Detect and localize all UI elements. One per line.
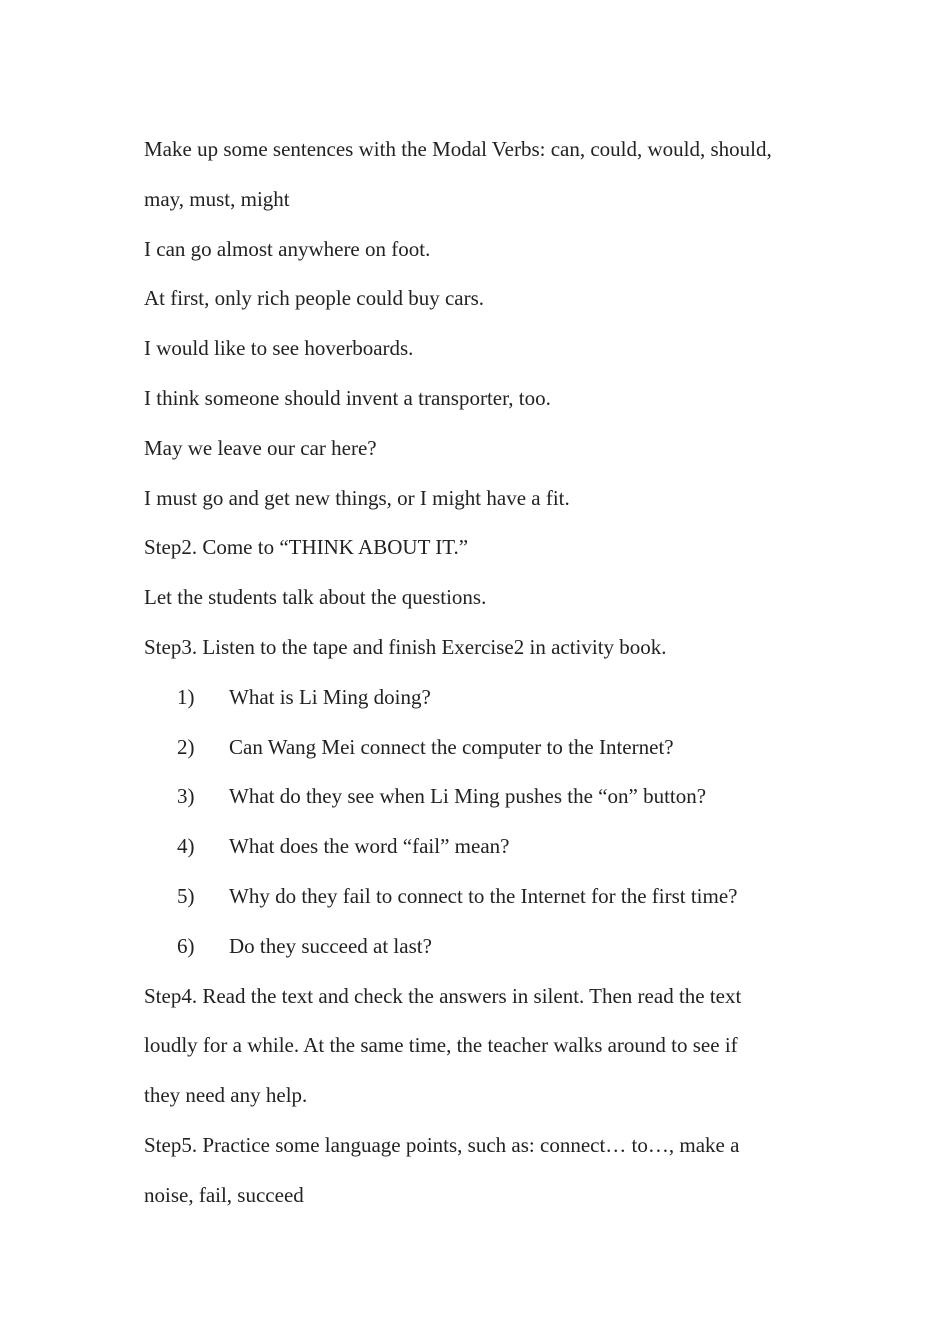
question-text: What is Li Ming doing?: [229, 684, 431, 709]
step4-heading: Step4. Read the text and check the answers in silent. Then read the text: [144, 983, 742, 1008]
question-number: 3): [177, 784, 195, 809]
text-line: I must go and get new things, or I might have a fit.: [144, 485, 570, 510]
text-line: Let the students talk about the questions.: [144, 585, 487, 610]
text-line: loudly for a while. At the same time, the teacher walks around to see if: [144, 1033, 738, 1058]
question-text: Do they succeed at last?: [229, 933, 432, 958]
text-line: May we leave our car here?: [144, 435, 377, 460]
question-item: [144, 872, 824, 922]
text-line: noise, fail, succeed: [144, 1182, 304, 1207]
text-line: they need any help.: [144, 1083, 308, 1108]
document-page: [144, 125, 824, 1221]
question-number: 4): [177, 834, 195, 859]
question-item: [144, 922, 824, 972]
question-text: What do they see when Li Ming pushes the “on” button?: [229, 784, 707, 809]
text-line: I can go almost anywhere on foot.: [144, 236, 431, 261]
step2-heading: Step2. Come to “THINK ABOUT IT.”: [144, 535, 469, 560]
question-text: Why do they fail to connect to the Internet for the first time?: [229, 883, 738, 908]
question-text: Can Wang Mei connect the computer to the Internet?: [229, 734, 674, 759]
step3-heading: Step3. Listen to the tape and finish Exercise2 in activity book.: [144, 634, 667, 659]
question-item: [144, 822, 824, 872]
question-item: [144, 673, 824, 723]
question-item: [144, 772, 824, 822]
question-number: 6): [177, 933, 195, 958]
text-line: may, must, might: [144, 186, 290, 211]
question-number: 1): [177, 684, 195, 709]
text-line: Make up some sentences with the Modal Verbs: can, could, would, should,: [144, 137, 772, 161]
step5-heading: Step5. Practice some language points, such as: connect… to…, make a: [144, 1132, 740, 1157]
text-line: At first, only rich people could buy cars.: [144, 286, 484, 311]
question-item: [144, 723, 824, 773]
text-line: I think someone should invent a transporter, too.: [144, 385, 551, 410]
question-text: What does the word “fail” mean?: [229, 834, 510, 859]
question-number: 2): [177, 734, 195, 759]
text-line: I would like to see hoverboards.: [144, 336, 414, 361]
question-number: 5): [177, 883, 195, 908]
